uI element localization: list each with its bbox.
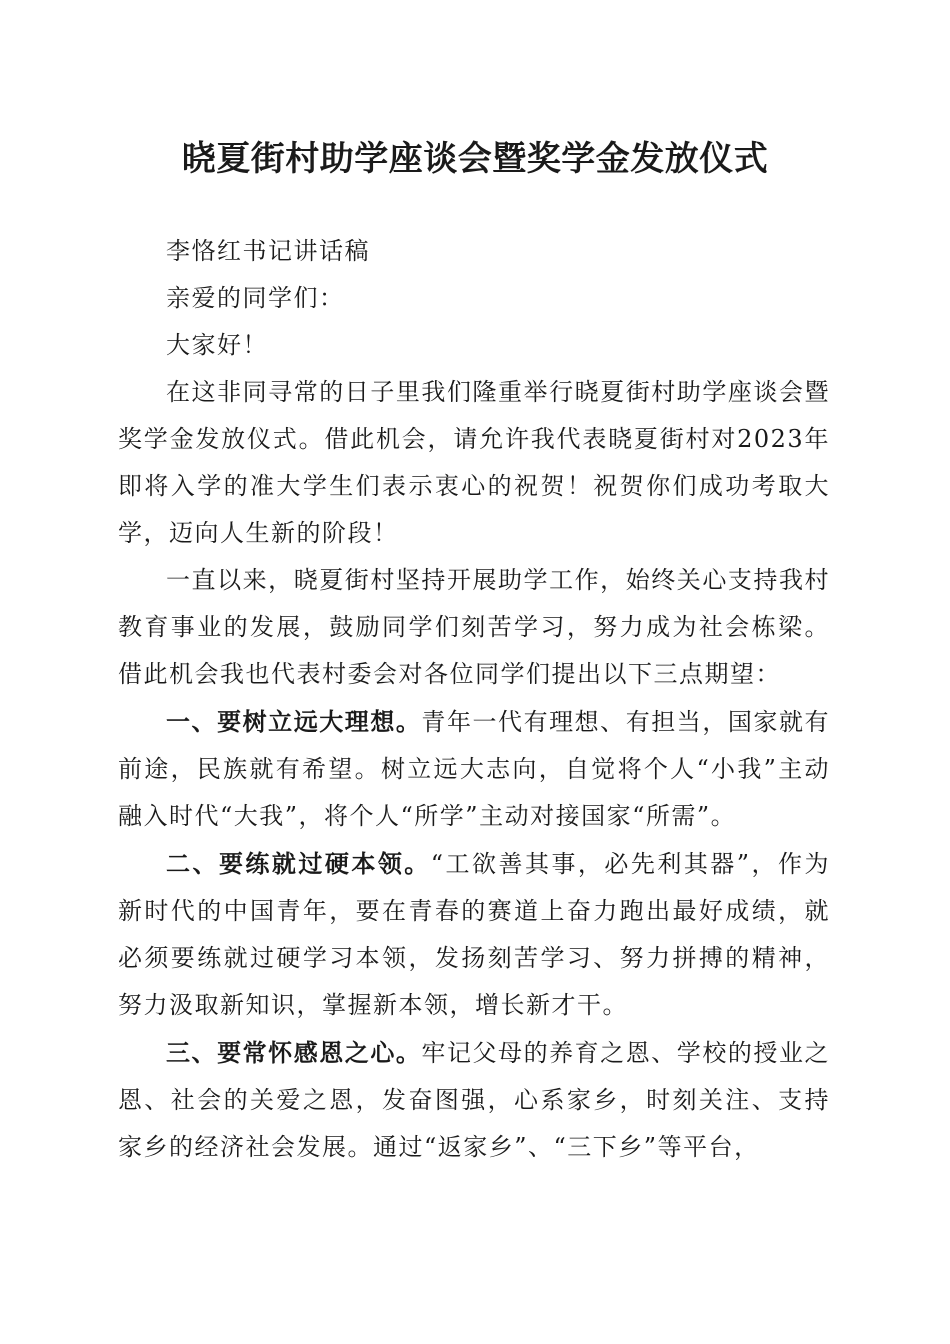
byline: 李恪红书记讲话稿 bbox=[166, 237, 370, 265]
greeting: 大家好！ bbox=[166, 331, 268, 359]
expectation-lead-1: 一、要树立远大理想。 bbox=[166, 707, 422, 736]
expectation-text-1: 青年一代有理想、有担当，国家就有前途，民族就有希望。树立远大志向，自觉将个人“小我”主动融入时代“大我”，将个人“所学”主动对接国家“所需”。 bbox=[118, 708, 831, 830]
document-body bbox=[118, 228, 830, 1171]
expectation-lead-2: 二、要练就过硬本领。 bbox=[166, 849, 431, 878]
expectation-lead-3: 三、要常怀感恩之心。 bbox=[166, 1038, 422, 1067]
salutation: 亲爱的同学们： bbox=[166, 284, 345, 312]
expectation-paragraph-1 bbox=[118, 698, 830, 840]
expectation-paragraph-2 bbox=[118, 840, 830, 1029]
paragraph-opening: 在这非同寻常的日子里我们隆重举行晓夏街村助学座谈会暨奖学金发放仪式。借此机会，请允许我代表晓夏街村对2023年即将入学的准大学生们表示衷心的祝贺！祝贺你们成功考取大学，迈向人生新的阶段！ bbox=[118, 378, 830, 547]
paragraph-background: 一直以来，晓夏街村坚持开展助学工作，始终关心支持我村教育事业的发展，鼓励同学们刻苦学习，努力成为社会栋梁。借此机会我也代表村委会对各位同学们提出以下三点期望： bbox=[118, 566, 830, 688]
expectation-text-2: “工欲善其事，必先利其器”，作为新时代的中国青年，要在青春的赛道上奋力跑出最好成绩，就必须要练就过硬学习本领，发扬刻苦学习、努力拼搏的精神，努力汲取新知识，掌握新本领，增长新才干。 bbox=[118, 850, 830, 1019]
expectation-text-3: 牢记父母的养育之恩、学校的授业之恩、社会的关爱之恩，发奋图强，心系家乡，时刻关注、支持家乡的经济社会发展。通过“返家乡”、“三下乡”等平台， bbox=[118, 1039, 831, 1161]
document-title: 晓夏街村助学座谈会暨奖学金发放仪式 bbox=[181, 139, 769, 179]
expectation-paragraph-3 bbox=[118, 1029, 830, 1171]
